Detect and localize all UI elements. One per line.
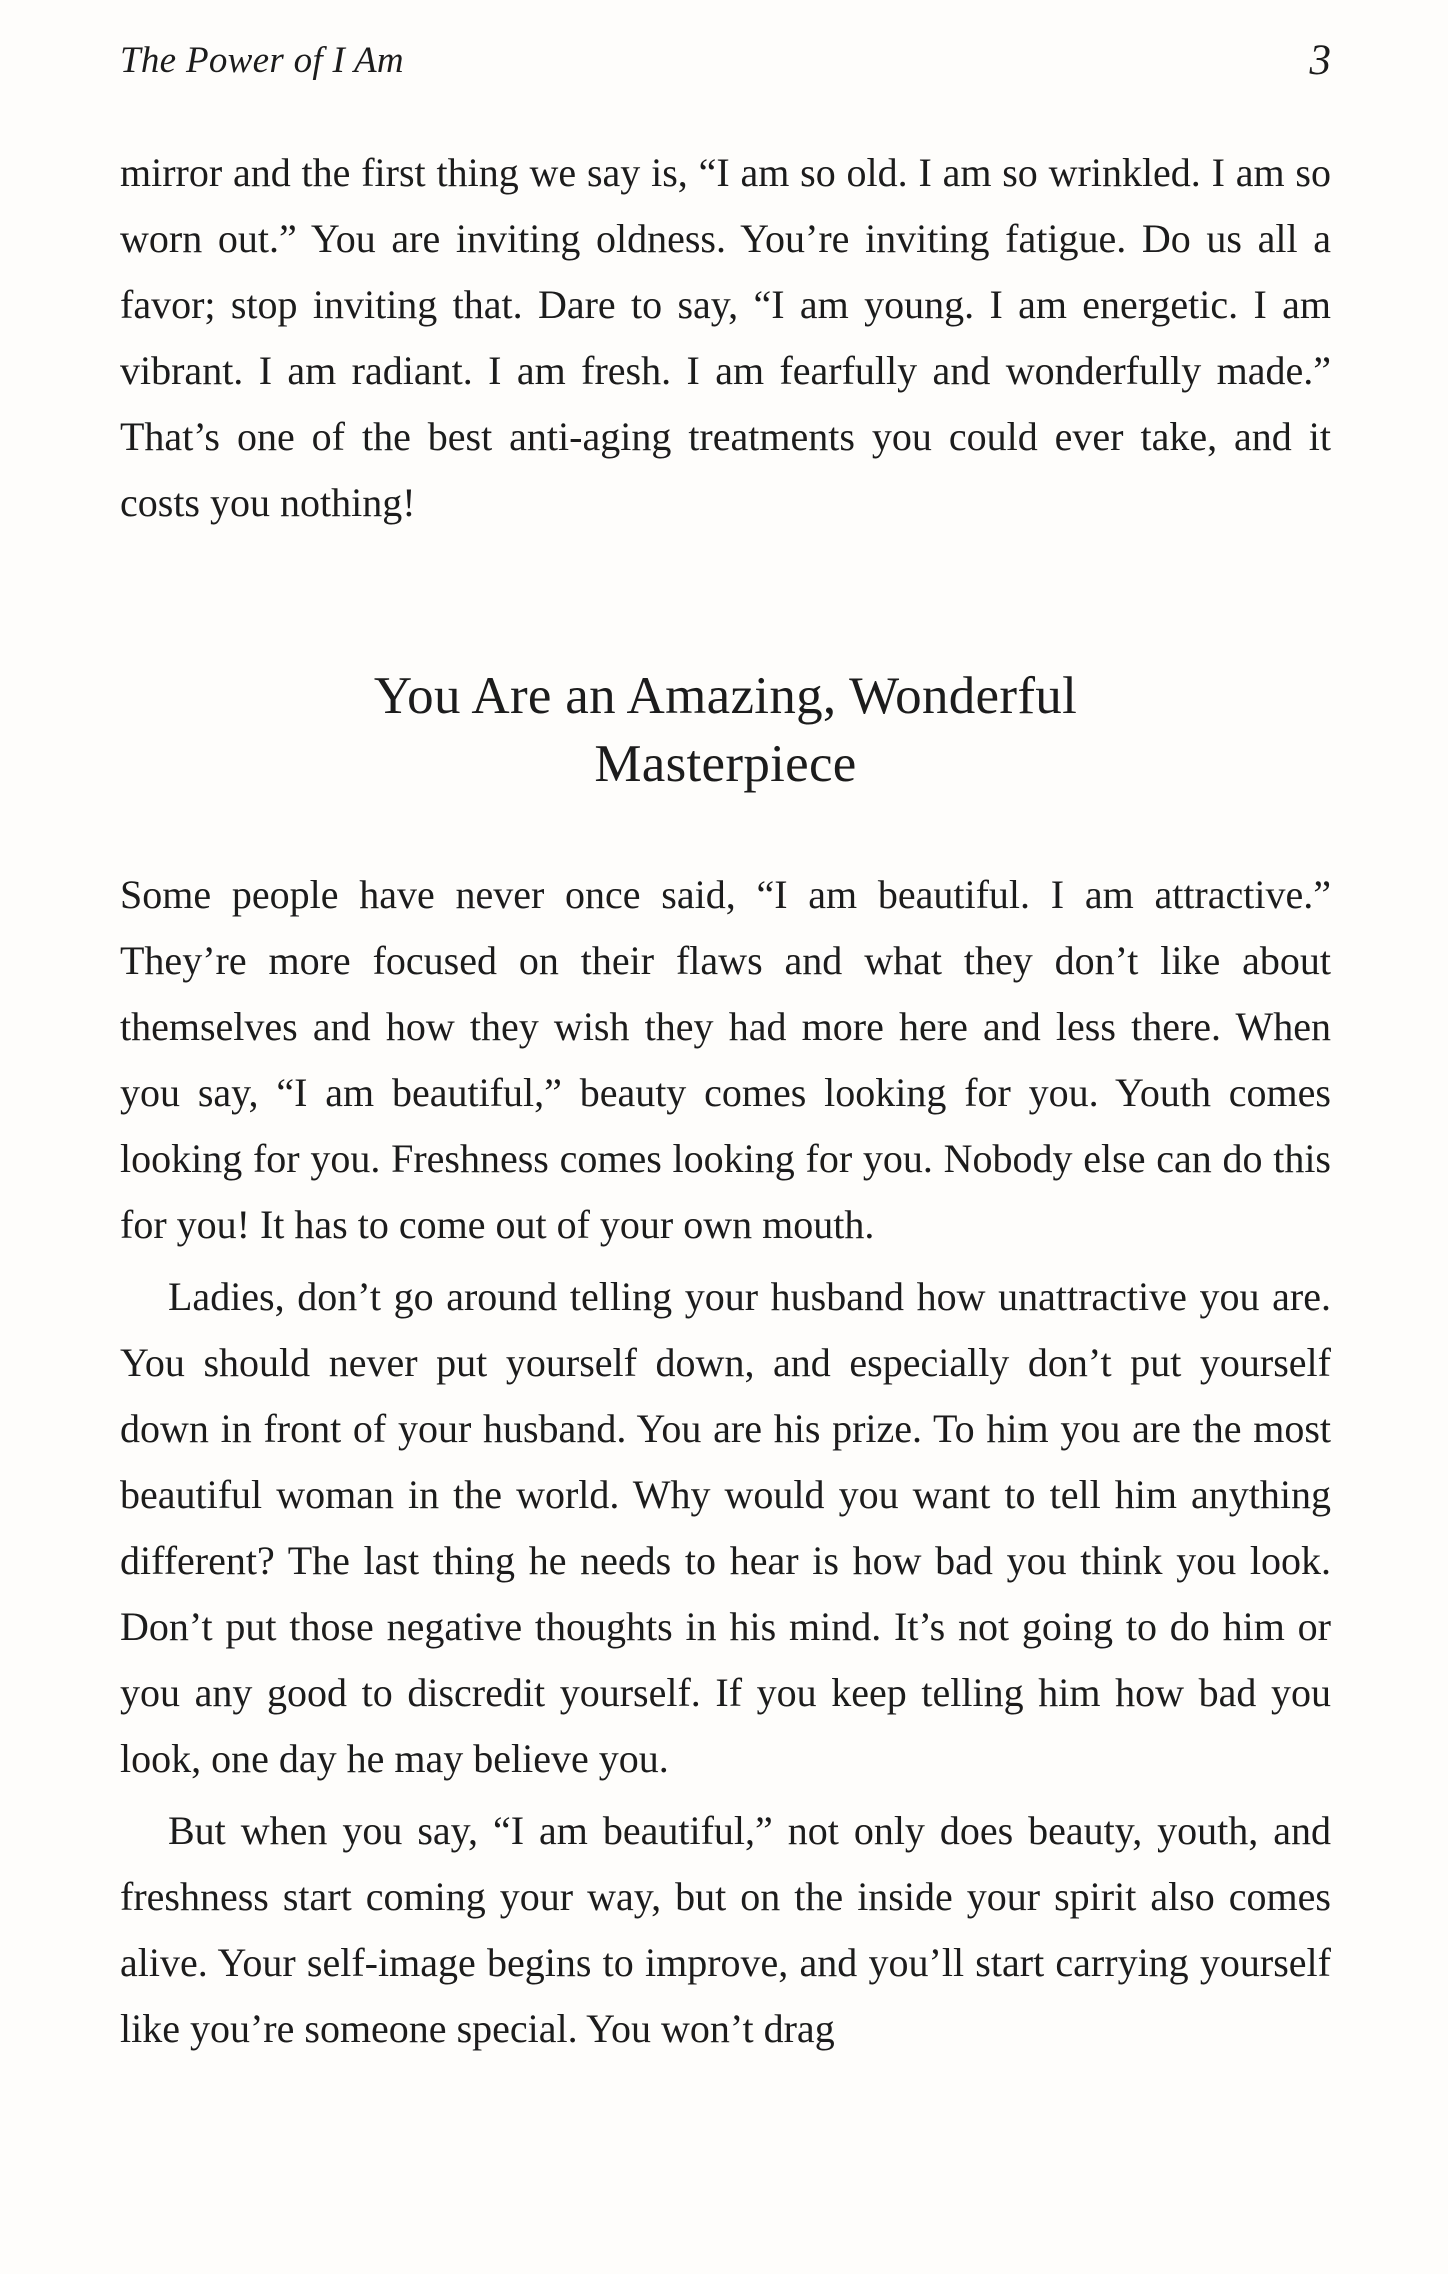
paragraph: Ladies, don’t go around telling your husband how unattractive you are. You should never put yourself down, and especially don’t put yourself down in front of your husband. You are his prize. To him you are the most beautiful woman in the world. Why would you want to tell him anything different? The last thing he needs to hear is how bad you think you look. Don’t put those negative thoughts in his mind. It’s not going to do him or you any good to discredit yourself. If you keep telling him how bad you look, one day he may believe you. <box>120 1274 1331 1781</box>
section-body <box>120 862 1331 2062</box>
opening-text <box>120 140 1331 536</box>
running-title: The Power of I Am <box>120 39 404 81</box>
paragraph: Some people have never once said, “I am beautiful. I am attractive.” They’re more focused on their flaws and what they don’t like about themselves and how they wish they had more here and less there. When you say, “I am beautiful,” beauty comes looking for you. Youth comes looking for you. Freshness comes looking for you. Nobody else can do this for you! It has to come out of your own mouth. <box>120 872 1331 1247</box>
section-heading-line: Masterpiece <box>594 735 857 793</box>
paragraph: But when you say, “I am beautiful,” not only does beauty, youth, and freshness start coming your way, but on the inside your spirit also comes alive. Your self-image begins to improve, and you’ll start carrying yourself like you’re someone special. You won’t drag <box>120 1808 1331 2051</box>
page-number: 3 <box>1309 36 1331 84</box>
paragraph: mirror and the first thing we say is, “I am so old. I am so wrinkled. I am so worn out.” You are inviting oldness. You’re inviting fatigue. Do us all a favor; stop inviting that. Dare to say, “I am young. I am energetic. I am vibrant. I am radiant. I am fresh. I am fearfully and wonderfully made.” That’s one of the best anti-aging treatments you could ever take, and it costs you nothing! <box>120 150 1331 525</box>
section-heading-line: You Are an Amazing, Wonderful <box>373 667 1078 725</box>
section-heading <box>120 662 1331 798</box>
running-head <box>120 30 1331 90</box>
